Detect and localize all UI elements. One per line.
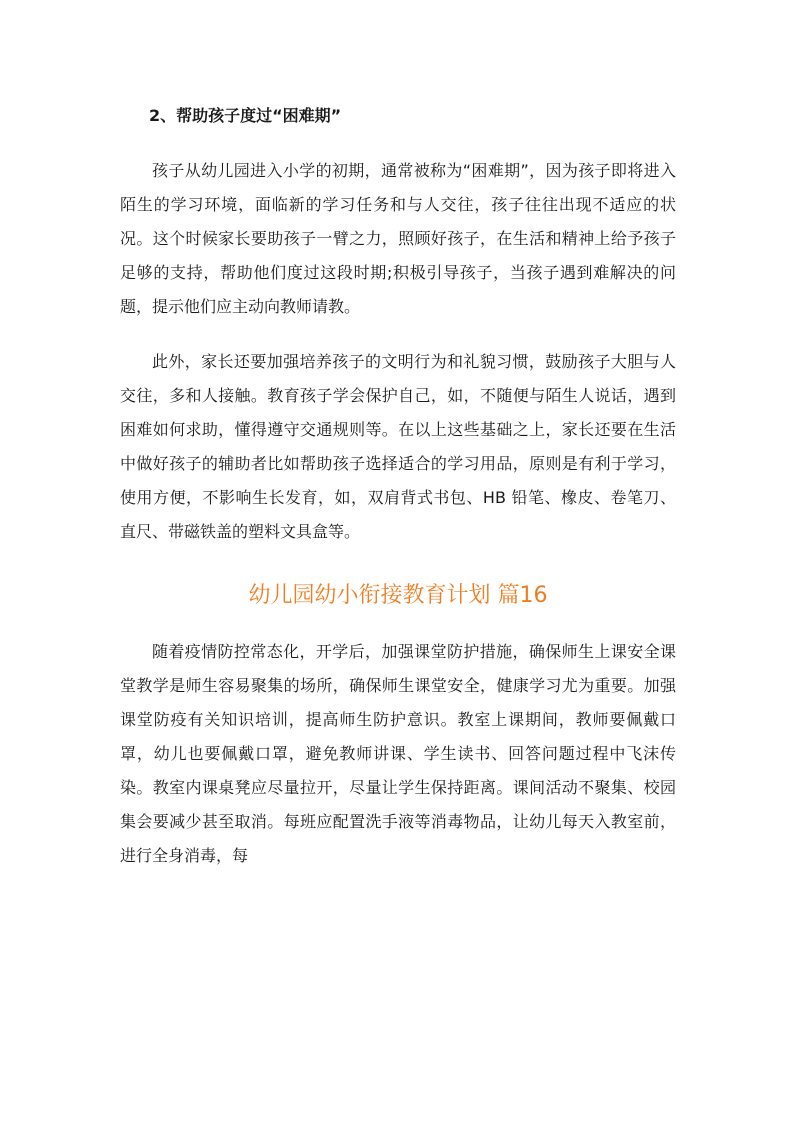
paragraph-parent-support: 此外，家长还要加强培养孩子的文明行为和礼貌习惯，鼓励孩子大胆与人交往，多和人接触。教育孩子学会保护自己，如，不随便与陌生人说话，遇到困难如何求助，懂得遵守交通规则等。在以上这些基础之上，家长还要在生活中做好孩子的辅助者比如帮助孩子选择适合的学习用品，原则是有利于学习，使用方便，不影响生长发育，如，双肩背式书包、HB 铅笔、橡皮、卷笔刀、直尺、带磁铁盖的塑料文具盒等。	[120, 352, 676, 541]
paragraph-difficult-period: 孩子从幼儿园进入小学的初期，通常被称为“困难期”，因为孩子即将进入陌生的学习环境，面临新的学习任务和与人交往，孩子往往出现不适应的状况。这个时候家长要助孩子一臂之力，照顾好孩子，在生活和精神上给予孩子足够的支持，帮助他们度过这段时期;积极引导孩子，当孩子遇到难解决的问题，提示他们应主动向教师请教。	[120, 161, 676, 316]
article-title: 幼儿园幼小衔接教育计划 篇16	[248, 583, 548, 608]
document-body	[120, 102, 676, 894]
section-heading: 2、帮助孩子度过“困难期”	[149, 106, 342, 125]
paragraph-epidemic-prevention: 随着疫情防控常态化，开学后，加强课堂防护措施，确保师生上课安全课堂教学是师生容易聚集的场所，确保师生课堂安全，健康学习尤为重要。加强课堂防疫有关知识培训，提高师生防护意识。教室上课期间，教师要佩戴口罩，幼儿也要佩戴口罩，避免教师讲课、学生读书、回答问题过程中飞沫传染。教室内课桌凳应尽量拉开，尽量让学生保持距离。课间活动不聚集、校园集会要减少甚至取消。每班应配置洗手液等消毒物品，让幼儿每天入教室前，进行全身消毒，每	[120, 642, 676, 865]
